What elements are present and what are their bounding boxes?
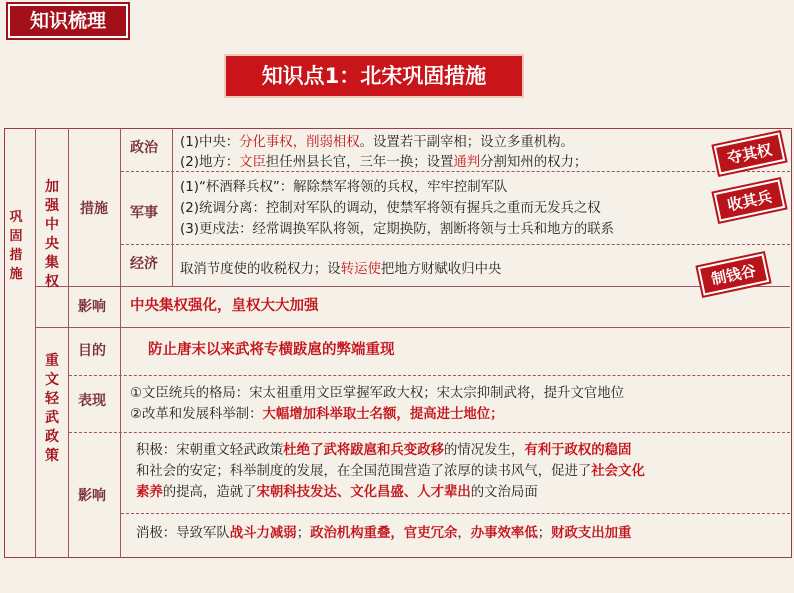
politics-line-2: (2)地方：文臣担任州县长官，三年一换；设置通判分割知州的权力；: [180, 155, 588, 170]
military-line-1: (1)“杯酒释兵权”：解除禁军将领的兵权，牢牢控制军队: [180, 180, 508, 195]
section-header: 知识梳理: [8, 4, 128, 38]
label-influence-2: 影响: [78, 488, 106, 504]
influence-text: 中央集权强化，皇权大大加强: [130, 298, 319, 314]
divider: [120, 128, 121, 557]
divider: [68, 128, 69, 557]
positive-line-2: 和社会的安定；科举制度的发展，在全国范围营造了浓厚的读书风气，促进了社会文化: [136, 464, 645, 479]
label-manifestation: 表现: [78, 393, 106, 409]
label-politics: 政治: [130, 140, 158, 156]
label-measures: 措施: [80, 201, 108, 217]
label-military: 军事: [130, 205, 158, 221]
manifest-line-2: ②改革和发展科举制：大幅增加科举取士名额，提高进士地位；: [130, 407, 504, 422]
positive-line-1: 积极：宋朝重文轻武政策杜绝了武将跋扈和兵变政移的情况发生，有利于政权的稳固: [136, 443, 632, 458]
purpose-text: 防止唐末以来武将专横跋扈的弊端重现: [148, 342, 395, 358]
divider: [69, 375, 790, 376]
divider: [121, 244, 790, 245]
military-line-2: (2)统调分离：控制对军队的调动，使禁军将领有握兵之重而无发兵之权: [180, 201, 601, 216]
label-economy: 经济: [130, 256, 158, 272]
stamp-take-troops: 收其兵: [714, 179, 786, 221]
group-label-centralization: 加强中央集权: [45, 179, 59, 290]
label-purpose: 目的: [78, 343, 106, 359]
politics-line-1: (1)中央：分化事权，削弱相权。设置若干副宰相；设立多重机构。: [180, 135, 574, 150]
group-label-culture-policy: 重文轻武政策: [45, 353, 59, 464]
label-influence: 影响: [78, 299, 106, 315]
divider: [36, 286, 790, 287]
manifest-line-1: ①文臣统兵的格局：宋太祖重用文臣掌握军政大权；宋太宗抑制武将，提升文官地位: [130, 386, 625, 401]
positive-line-3: 素养的提高，造就了宋朝科技发达、文化昌盛、人才辈出的文治局面: [136, 485, 538, 500]
economy-line: 取消节度使的收税权力；设转运使把地方财赋收归中央: [180, 262, 502, 277]
divider: [172, 128, 173, 286]
divider: [69, 432, 790, 433]
stamp-seize-power: 夺其权: [714, 132, 786, 174]
divider: [35, 128, 36, 557]
negative-line: 消极：导致军队战斗力减弱；政治机构重叠，官吏冗余，办事效率低；财政支出加重: [136, 526, 632, 541]
divider: [121, 513, 790, 514]
divider: [36, 327, 790, 328]
stamp-control-finance: 制钱谷: [698, 253, 770, 295]
side-label: 巩固措施: [9, 210, 23, 282]
page-title: 知识点1：北宋巩固措施: [224, 54, 524, 98]
military-line-3: (3)更戍法：经常调换军队将领，定期换防，割断将领与士兵和地方的联系: [180, 222, 615, 237]
